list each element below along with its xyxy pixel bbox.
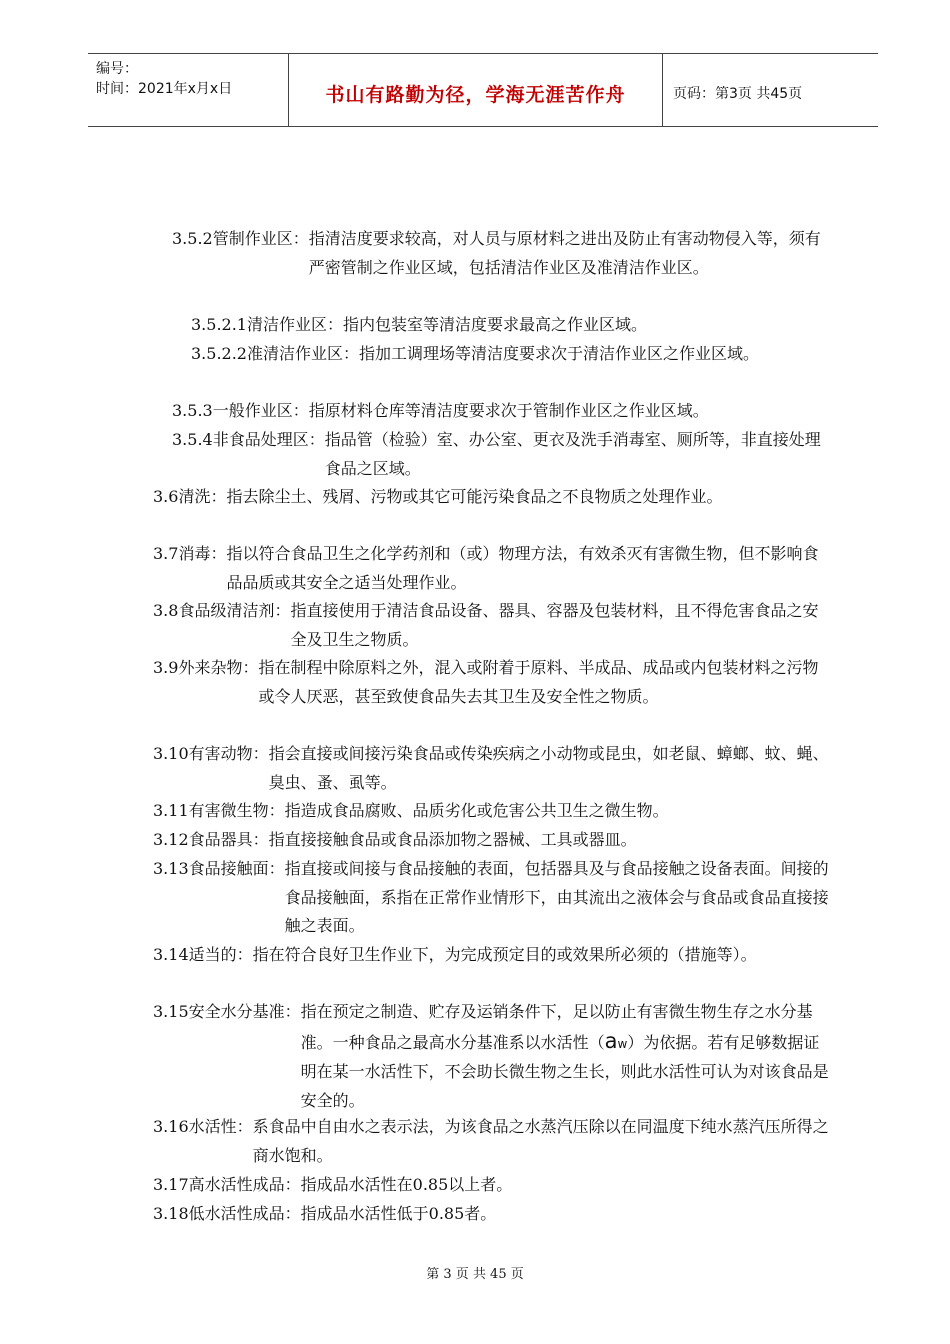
definition-text: 指直接或间接与食品接触的表面，包括器具及与食品接触之设备表面。间接的食品接触面，系指在正常作业情形下，由其流出之液体会与食品或食品直接接触之表面。 [284,859,829,936]
definition-text: 指去除尘土、残屑、污物或其它可能污染食品之不良物质之处理作业。 [226,487,723,506]
definition-text: 指在符合良好卫生作业下，为完成预定目的或效果所必须的（措施等）。 [252,945,757,964]
definition-term: 3.16水活性： [153,1117,253,1136]
definition-term: 3.5.2.1清洁作业区： [191,315,343,334]
definition-entry [191,311,832,340]
header-meta-cell [88,54,289,126]
definition-term: 3.10有害动物： [153,744,269,763]
definition-text: 指直接使用于清洁食品设备、器具、容器及包装材料，且不得危害食品之安全及卫生之物质。 [290,601,819,649]
definition-entry [153,740,837,797]
definition-entry [172,426,832,483]
definition-term: 3.17高水活性成品： [153,1175,301,1194]
header-motto-cell [289,54,663,126]
page-footer: 第 3 页 共 45 页 [426,1267,524,1282]
definition-entry [153,483,832,512]
definition-entry [172,397,832,426]
definition-entry [153,797,837,826]
water-activity-subscript: w [617,1036,628,1051]
definition-text-part: 指在预定之制造、贮存及运销条件下，足以防止有害微生物生存之水分基准。一种食品之最高水分基准系以水活性（ [300,1002,813,1052]
definition-term: 3.18低水活性成品： [153,1204,301,1223]
definition-entry [153,540,832,597]
definition-text: 指直接接触食品或食品添加物之器械、工具或器皿。 [268,830,637,849]
definition-text: 指成品水活性在0.85以上者。 [300,1175,513,1194]
definition-term: 3.7消毒： [153,544,227,563]
definition-entry [153,1200,837,1229]
definition-entry [153,855,832,941]
definition-text: 指以符合食品卫生之化学药剂和（或）物理方法，有效杀灭有害微生物，但不影响食品品质或其安全之适当处理作业。 [226,544,819,592]
definition-term: 3.6清洗： [153,487,227,506]
definition-text-part: ）为依据。若有足够数据证明在某一水活性下，不会助长微生物之生长，则此水活性可认为对该食品是安全的。 [300,1032,829,1110]
definition-term: 3.8食品级清洁剂： [153,601,291,620]
definition-term: 3.5.2.2准清洁作业区： [191,344,359,363]
page-header [88,53,878,127]
header-page-number: 页码：第3页 共45页 [673,86,803,102]
definition-term: 3.5.2管制作业区： [172,229,309,248]
definition-text [301,998,832,1115]
definition-term: 3.14适当的： [153,945,253,964]
definition-entry [153,941,832,970]
definition-text: 指加工调理场等清洁度要求次于清洁作业区之作业区域。 [358,344,759,363]
definition-text: 指会直接或间接污染食品或传染疾病之小动物或昆虫，如老鼠、蟑螂、蚊、蝇、臭虫、蚤、虱等。 [268,744,829,792]
definition-entry [153,826,837,855]
header-motto: 书山有路勤为径，学海无涯苦作舟 [325,84,626,106]
definition-text: 指品管（检验）室、办公室、更衣及洗手消毒室、厕所等，非直接处理食品之区域。 [324,430,821,478]
definition-text: 指原材料仓库等清洁度要求次于管制作业区之作业区域。 [308,401,709,420]
definition-entry [153,1171,837,1200]
definition-text: 指成品水活性低于0.85者。 [300,1204,497,1223]
definition-text: 系食品中自由水之表示法，为该食品之水蒸汽压除以在同温度下纯水蒸汽压所得之商水饱和。 [252,1117,829,1165]
definition-text: 指内包装室等清洁度要求最高之作业区域。 [342,315,647,334]
definition-entry [153,654,832,711]
definition-term: 3.12食品器具： [153,830,269,849]
definition-term: 3.13食品接触面： [153,859,285,878]
definition-entry [153,597,832,654]
definition-text: 指清洁度要求较高，对人员与原材料之进出及防止有害动物侵入等，须有严密管制之作业区域，包括清洁作业区及准清洁作业区。 [308,229,821,277]
definition-text: 指在制程中除原料之外，混入或附着于原料、半成品、成品或内包装材料之污物或令人厌恶，甚至致使食品失去其卫生及安全性之物质。 [258,658,819,706]
definition-term: 3.9外来杂物： [153,658,259,677]
definition-entry [172,225,832,282]
definition-entry [153,1113,837,1170]
definition-term: 3.5.3一般作业区： [172,401,309,420]
definition-term: 3.5.4非食品处理区： [172,430,325,449]
definition-entry [191,340,832,369]
water-activity-symbol [605,1029,628,1053]
definition-term: 3.11有害微生物： [153,801,285,820]
definition-entry [153,998,832,1115]
water-activity-a: a [604,1028,618,1053]
definition-text: 指造成食品腐败、品质劣化或危害公共卫生之微生物。 [284,801,669,820]
document-date-label: 时间：2021年x月x日 [96,81,233,97]
definition-term: 3.15安全水分基准： [153,1002,301,1021]
document-number-label: 编号： [96,61,138,77]
header-page-cell [663,54,878,126]
